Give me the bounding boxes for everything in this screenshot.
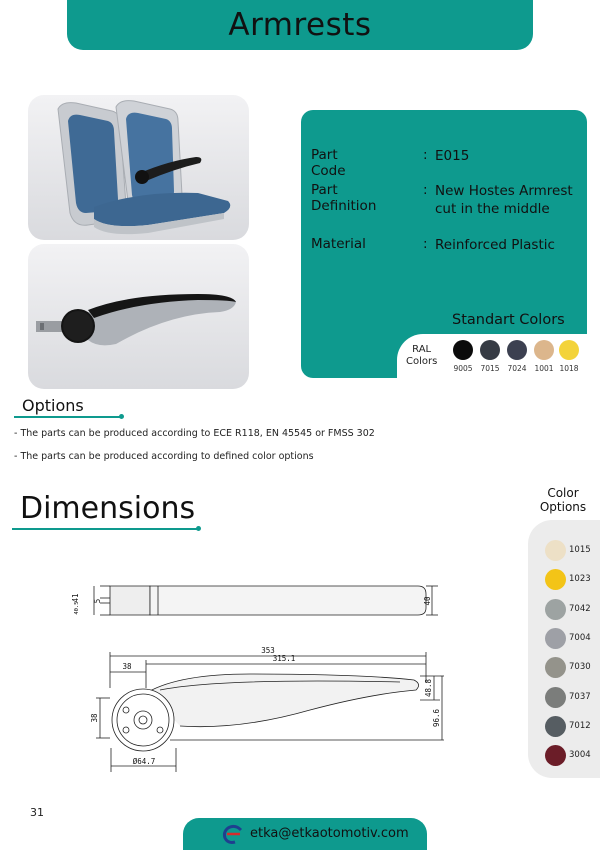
color-option-swatch-0: [545, 540, 566, 561]
color-options-title-line1: Color: [547, 486, 579, 500]
material-value: Reinforced Plastic: [435, 237, 555, 253]
ral-label-line2: Colors: [406, 356, 438, 367]
dim-315-1: 315.1: [272, 654, 296, 663]
seat-product-image: [28, 95, 249, 240]
ral-swatch-code: 1001: [534, 364, 554, 373]
material-label: Material: [311, 236, 366, 252]
armrest-product-image: [28, 244, 249, 389]
part-definition-label: Part Definition: [311, 182, 377, 214]
dimensions-underline: [12, 528, 198, 530]
part-code-value: E015: [435, 148, 470, 164]
color-option-swatch-7: [545, 745, 566, 766]
part-definition-value: [435, 182, 585, 218]
dim-38-side: 38: [90, 713, 99, 723]
ral-swatch-0: [453, 340, 473, 360]
color-option-swatch-3: [545, 628, 566, 649]
dim-5: 5: [93, 598, 102, 604]
color-option-code: 7030: [569, 662, 591, 673]
footer-email-link[interactable]: etka@etkaotomotiv.com: [250, 826, 409, 841]
dim-96-6: 96.6: [432, 708, 441, 728]
color-options-title: [530, 486, 596, 514]
ral-swatch-code: 9005: [453, 364, 473, 373]
ral-swatch-4: [559, 340, 579, 360]
colon: :: [423, 182, 428, 198]
title-banner: [67, 0, 533, 50]
dim-diameter: Ø64.7: [132, 757, 156, 766]
color-option-code: 1023: [569, 574, 591, 585]
color-option-swatch-2: [545, 599, 566, 620]
ral-label-line1: RAL: [412, 344, 432, 355]
dimensions-heading: Dimensions: [20, 491, 196, 526]
dim-353: 353: [261, 646, 275, 655]
etka-logo-icon: [221, 822, 245, 846]
color-option-code: 7004: [569, 632, 591, 643]
options-heading: Options: [22, 396, 84, 415]
ral-colors-label: [406, 344, 437, 368]
ral-swatch-code: 7024: [507, 364, 527, 373]
standard-colors-title: Standart Colors: [452, 312, 565, 328]
part-definition-line2: cut in the middle: [435, 201, 550, 217]
options-underline: [14, 416, 122, 418]
color-option-code: 1015: [569, 545, 591, 555]
ral-swatch-3: [534, 340, 554, 360]
ral-swatch-2: [507, 340, 527, 360]
dim-38-top: 38: [122, 662, 132, 671]
ral-swatch-code: 1018: [559, 364, 579, 373]
page-title: Armrests: [228, 7, 372, 43]
options-bullet-2: - The parts can be produced according to defined color options: [14, 451, 314, 462]
ral-swatch-1: [480, 340, 500, 360]
colon: :: [423, 147, 428, 163]
color-option-swatch-5: [545, 687, 566, 708]
dim-40-5: 40.5: [74, 601, 80, 615]
color-option-swatch-6: [545, 716, 566, 737]
color-option-code: 7042: [569, 603, 591, 614]
options-bullet-1: - The parts can be produced according to ECE R118, EN 45545 or FMSS 302: [14, 428, 375, 439]
color-option-code: 3004: [569, 750, 591, 761]
technical-drawing: [70, 570, 450, 780]
dimensions-underline-dot: [196, 526, 201, 531]
options-underline-dot: [119, 414, 124, 419]
page-number: 31: [30, 806, 44, 819]
color-option-code: 7012: [569, 720, 591, 731]
part-definition-line1: New Hostes Armrest: [435, 183, 573, 199]
dim-41: 41: [71, 593, 80, 603]
ral-swatch-code: 7015: [480, 364, 500, 373]
color-option-code: 7037: [569, 691, 591, 702]
dim-40: 40: [423, 596, 432, 606]
dim-48-8: 48.8: [424, 678, 433, 698]
color-options-panel: [528, 520, 600, 778]
part-code-label: Part Code: [311, 147, 346, 179]
colon: :: [423, 236, 428, 252]
color-options-title-line2: Options: [539, 500, 587, 514]
